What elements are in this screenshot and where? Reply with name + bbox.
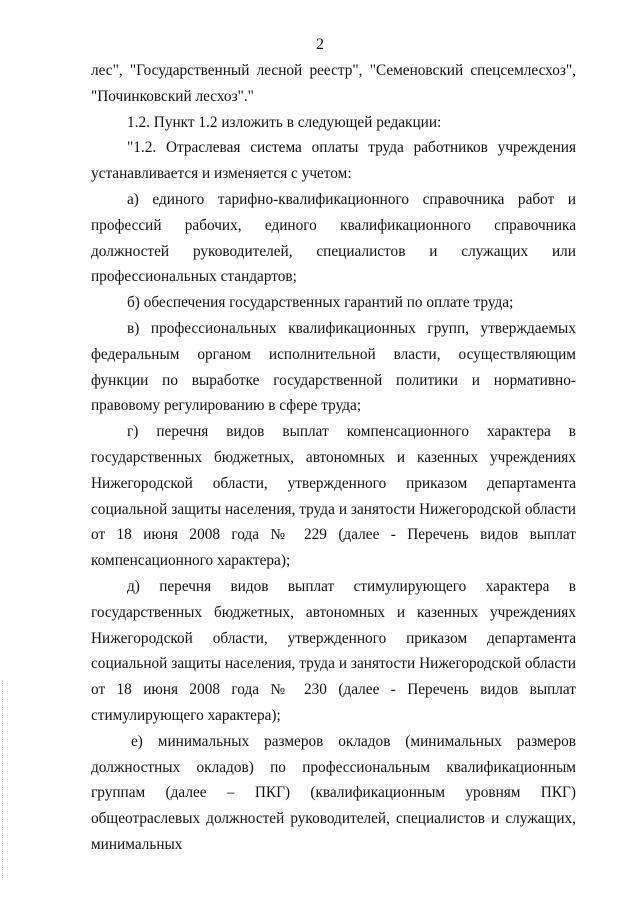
- paragraph-item-b: б) обеспечения государственных гарантий по оплате труда;: [127, 294, 514, 312]
- paragraph-item-g: г) перечня видов выплат компенсационного характера в государственных бюджетных, автономных и казенных учреждениях Нижегородской области, утвержденного приказом департамента социальной защиты населения, труда и занятости Нижегородской области от 18 июня 2008 года № 229 (далее - Перечень видов выплат компенсационного характера);: [91, 423, 576, 570]
- paragraph-item-a: а) единого тарифно-квалификационного справочника работ и профессий рабочих, единого квалификационного справочника должностей руководителей, специалистов и служащих или профессиональных стандартов;: [91, 190, 576, 286]
- page-number: 2: [316, 36, 324, 53]
- paragraph-continuation: лес", "Государственный лесной реестр", "Семеновский спецсемлесхоз", "Починковский лесхоз".": [91, 62, 576, 105]
- paragraph-clause-1-2: 1.2. Пункт 1.2 изложить в следующей редакции:: [127, 113, 442, 131]
- paragraph-item-v: в) профессиональных квалификационных групп, утверждаемых федеральным органом исполнительной власти, осуществляющим функции по выработке государственной политики и нормативно-правовому регулированию в сфере труда;: [91, 319, 576, 415]
- scan-edge-marks: [2, 680, 5, 880]
- paragraph-item-e: е) минимальных размеров окладов (минимальных размеров должностных окладов) по профессиональным квалификационным группам (далее – ПКГ) (квалификационным уровням ПКГ) общеотраслевых должностей руководителей, специалистов и служащих, минимальных: [91, 732, 576, 853]
- paragraph-clause-1-2-text: "1.2. Отраслевая система оплаты труда работников учреждения устанавливается и изменяется с учетом:: [91, 139, 576, 183]
- paragraph-item-d: д) перечня видов выплат стимулирующего характера в государственных бюджетных, автономных и казенных учреждениях Нижегородской области, утвержденного приказом департамента социальной защиты населения, труда и занятости Нижегородской области от 18 июня 2008 года № 230 (далее - Перечень видов выплат стимулирующего характера);: [91, 577, 576, 724]
- document-body: [91, 58, 576, 858]
